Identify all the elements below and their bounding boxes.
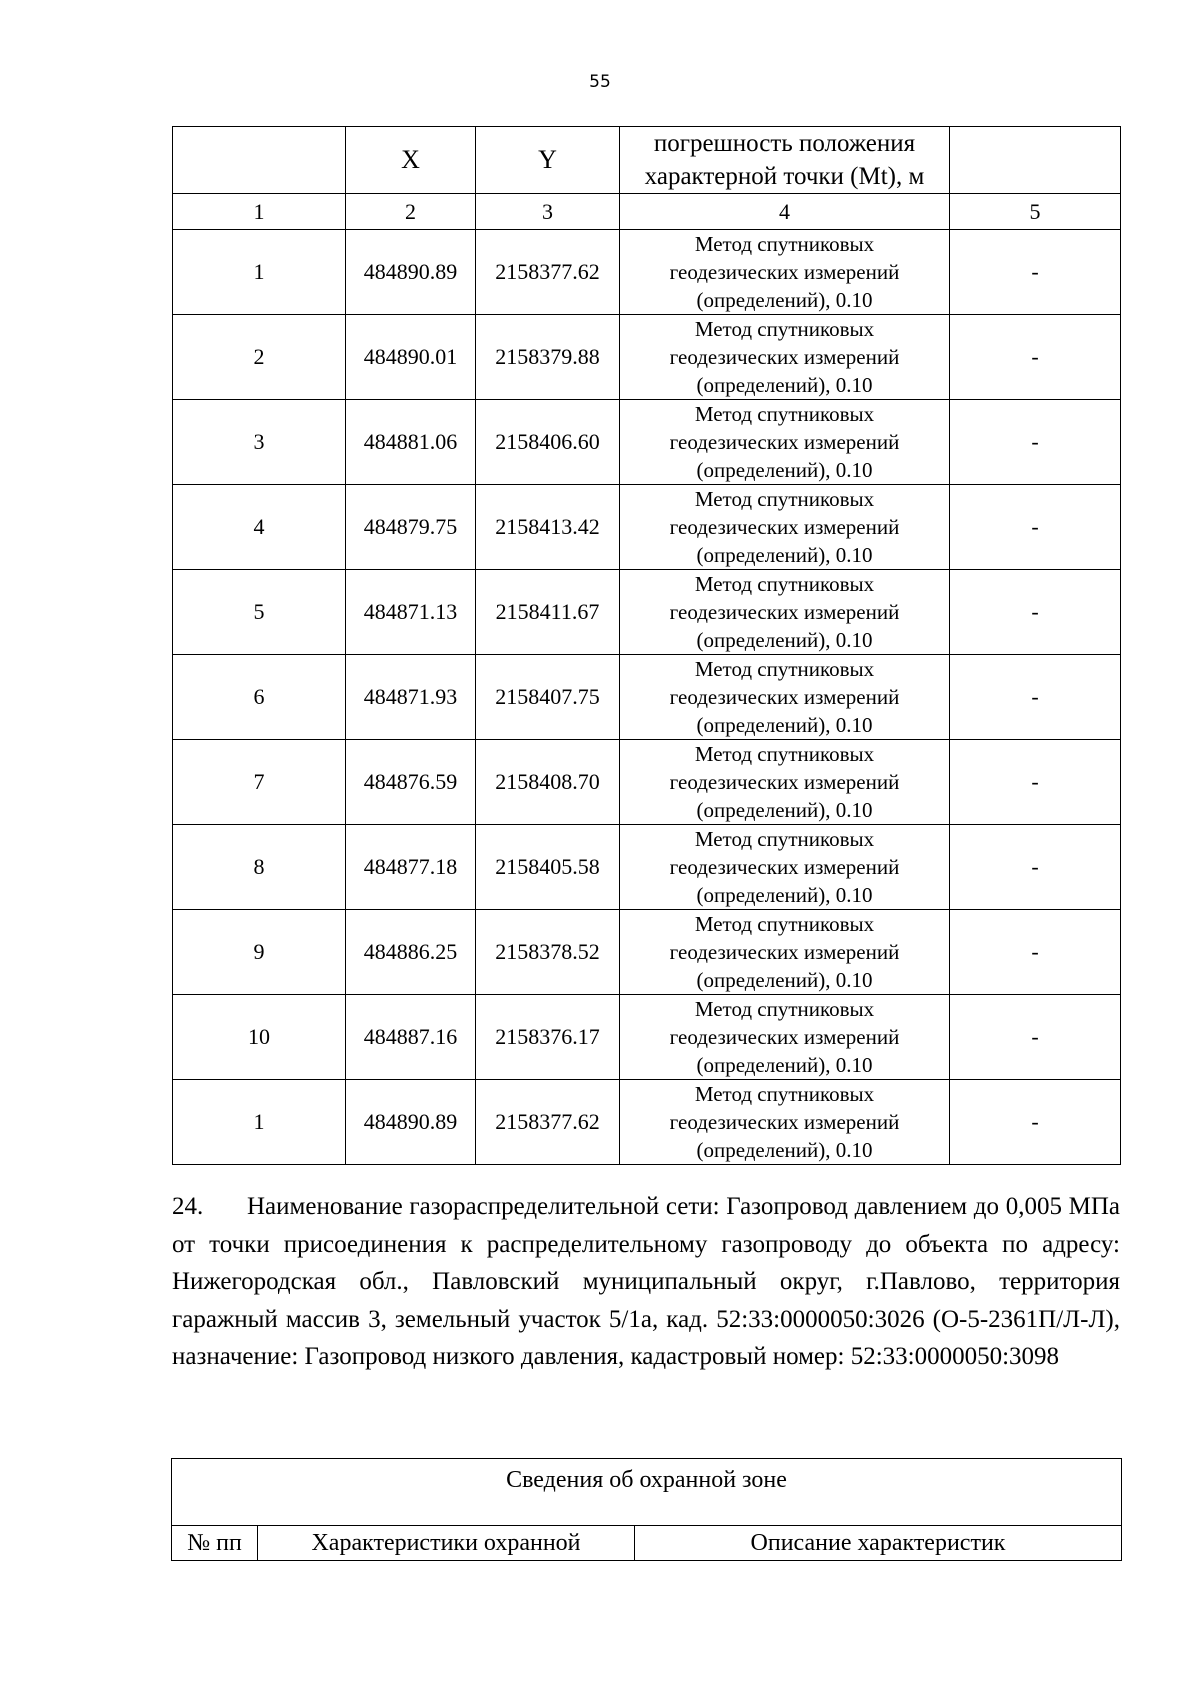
method-line-1: Метод спутниковых bbox=[694, 1082, 875, 1106]
method-line-3: (определений), 0.10 bbox=[696, 288, 873, 312]
col5-value: - bbox=[950, 230, 1121, 315]
method-line-3: (определений), 0.10 bbox=[696, 628, 873, 652]
method-line-2: геодезических измерений bbox=[669, 345, 900, 369]
zone-header-row bbox=[172, 1526, 1122, 1561]
method-line-3: (определений), 0.10 bbox=[696, 1053, 873, 1077]
table-row bbox=[173, 485, 1121, 570]
table-header-row bbox=[173, 127, 1121, 194]
point-number: 4 bbox=[173, 485, 346, 570]
col-number: 2 bbox=[346, 194, 476, 230]
table-row bbox=[173, 740, 1121, 825]
x-coordinate: 484887.16 bbox=[346, 995, 476, 1080]
x-coordinate: 484877.18 bbox=[346, 825, 476, 910]
header-position-error bbox=[620, 127, 950, 194]
method-line-2: геодезических измерений bbox=[669, 1025, 900, 1049]
x-coordinate: 484876.59 bbox=[346, 740, 476, 825]
zone-col-number: № пп bbox=[172, 1526, 258, 1561]
zone-title-row bbox=[172, 1459, 1122, 1526]
method-line-1: Метод спутниковых bbox=[694, 232, 875, 256]
x-coordinate: 484890.01 bbox=[346, 315, 476, 400]
method-line-3: (определений), 0.10 bbox=[696, 798, 873, 822]
method-line-2: геодезических измерений bbox=[669, 515, 900, 539]
method-line-1: Метод спутниковых bbox=[694, 487, 875, 511]
method-line-1: Метод спутниковых bbox=[694, 912, 875, 936]
method-line-1: Метод спутниковых bbox=[694, 657, 875, 681]
column-numbers-row bbox=[173, 194, 1121, 230]
point-number: 10 bbox=[173, 995, 346, 1080]
method-line-2: геодезических измерений bbox=[669, 770, 900, 794]
header-y: Y bbox=[476, 127, 620, 194]
point-number: 5 bbox=[173, 570, 346, 655]
method-line-1: Метод спутниковых bbox=[694, 317, 875, 341]
table-row bbox=[173, 995, 1121, 1080]
method-line-2: геодезических измерений bbox=[669, 430, 900, 454]
y-coordinate: 2158377.62 bbox=[476, 1080, 620, 1165]
method-line-3: (определений), 0.10 bbox=[696, 1138, 873, 1162]
col5-value: - bbox=[950, 995, 1121, 1080]
point-number: 3 bbox=[173, 400, 346, 485]
col-number: 1 bbox=[173, 194, 346, 230]
method-cell bbox=[620, 570, 950, 655]
col5-value: - bbox=[950, 485, 1121, 570]
zone-col-characteristics: Характеристики охранной bbox=[258, 1526, 635, 1561]
header-col5 bbox=[950, 127, 1121, 194]
method-cell bbox=[620, 655, 950, 740]
method-line-2: геодезических измерений bbox=[669, 600, 900, 624]
col-number: 5 bbox=[950, 194, 1121, 230]
y-coordinate: 2158379.88 bbox=[476, 315, 620, 400]
method-line-2: геодезических измерений bbox=[669, 1110, 900, 1134]
section-number: 24. bbox=[172, 1193, 204, 1220]
method-line-3: (определений), 0.10 bbox=[696, 543, 873, 567]
point-number: 7 bbox=[173, 740, 346, 825]
point-number: 2 bbox=[173, 315, 346, 400]
table-row bbox=[173, 825, 1121, 910]
method-cell bbox=[620, 995, 950, 1080]
method-line-3: (определений), 0.10 bbox=[696, 883, 873, 907]
method-line-1: Метод спутниковых bbox=[694, 572, 875, 596]
x-coordinate: 484886.25 bbox=[346, 910, 476, 995]
y-coordinate: 2158378.52 bbox=[476, 910, 620, 995]
point-number: 9 bbox=[173, 910, 346, 995]
col5-value: - bbox=[950, 1080, 1121, 1165]
table-row bbox=[173, 230, 1121, 315]
point-number: 1 bbox=[173, 1080, 346, 1165]
method-line-2: геодезических измерений bbox=[669, 260, 900, 284]
method-line-1: Метод спутниковых bbox=[694, 742, 875, 766]
col5-value: - bbox=[950, 825, 1121, 910]
coordinates-table bbox=[172, 126, 1121, 1165]
col-number: 4 bbox=[620, 194, 950, 230]
y-coordinate: 2158411.67 bbox=[476, 570, 620, 655]
col5-value: - bbox=[950, 655, 1121, 740]
method-line-1: Метод спутниковых bbox=[694, 827, 875, 851]
method-cell bbox=[620, 740, 950, 825]
method-cell bbox=[620, 315, 950, 400]
table-row bbox=[173, 1080, 1121, 1165]
table-row bbox=[173, 400, 1121, 485]
method-line-2: геодезических измерений bbox=[669, 855, 900, 879]
x-coordinate: 484890.89 bbox=[346, 230, 476, 315]
method-cell bbox=[620, 400, 950, 485]
zone-table-title: Сведения об охранной зоне bbox=[172, 1459, 1122, 1526]
method-cell bbox=[620, 910, 950, 995]
method-line-3: (определений), 0.10 bbox=[696, 373, 873, 397]
point-number: 1 bbox=[173, 230, 346, 315]
page-number: 55 bbox=[589, 72, 611, 92]
header-number-cell bbox=[173, 127, 346, 194]
method-line-1: Метод спутниковых bbox=[694, 402, 875, 426]
y-coordinate: 2158376.17 bbox=[476, 995, 620, 1080]
method-line-3: (определений), 0.10 bbox=[696, 968, 873, 992]
x-coordinate: 484890.89 bbox=[346, 1080, 476, 1165]
method-cell bbox=[620, 485, 950, 570]
y-coordinate: 2158408.70 bbox=[476, 740, 620, 825]
point-number: 8 bbox=[173, 825, 346, 910]
table-row bbox=[173, 570, 1121, 655]
method-line-2: геодезических измерений bbox=[669, 685, 900, 709]
method-cell bbox=[620, 1080, 950, 1165]
section-24-paragraph bbox=[172, 1188, 1120, 1376]
method-cell bbox=[620, 230, 950, 315]
x-coordinate: 484881.06 bbox=[346, 400, 476, 485]
col5-value: - bbox=[950, 315, 1121, 400]
point-number: 6 bbox=[173, 655, 346, 740]
method-line-3: (определений), 0.10 bbox=[696, 458, 873, 482]
method-cell bbox=[620, 825, 950, 910]
header-x: X bbox=[346, 127, 476, 194]
header-error-line-2: характерной точки (Mt), м bbox=[644, 163, 925, 190]
table-row bbox=[173, 315, 1121, 400]
y-coordinate: 2158413.42 bbox=[476, 485, 620, 570]
col5-value: - bbox=[950, 740, 1121, 825]
col5-value: - bbox=[950, 910, 1121, 995]
table-row bbox=[173, 655, 1121, 740]
col-number: 3 bbox=[476, 194, 620, 230]
x-coordinate: 484871.13 bbox=[346, 570, 476, 655]
y-coordinate: 2158405.58 bbox=[476, 825, 620, 910]
x-coordinate: 484871.93 bbox=[346, 655, 476, 740]
table-row bbox=[173, 910, 1121, 995]
y-coordinate: 2158407.75 bbox=[476, 655, 620, 740]
zone-col-description: Описание характеристик bbox=[635, 1526, 1122, 1561]
method-line-1: Метод спутниковых bbox=[694, 997, 875, 1021]
method-line-2: геодезических измерений bbox=[669, 940, 900, 964]
protection-zone-table bbox=[171, 1458, 1122, 1561]
y-coordinate: 2158377.62 bbox=[476, 230, 620, 315]
col5-value: - bbox=[950, 400, 1121, 485]
col5-value: - bbox=[950, 570, 1121, 655]
x-coordinate: 484879.75 bbox=[346, 485, 476, 570]
method-line-3: (определений), 0.10 bbox=[696, 713, 873, 737]
section-text: Наименование газораспределительной сети: Газопровод давлением до 0,005 МПа от точки присоединения к распределительному газопроводу до объекта по адресу: Нижегородская обл., Павловский муниципальный округ, г.Павлово, территория гаражный массив 3, земельный участок 5/1а, кад. 52:33:0000050:3026 (О-5-2361П/Л-Л), назначение: Газопровод низкого давления, кадастровый номер: 52:33:0000050:3098 bbox=[172, 1193, 1120, 1370]
y-coordinate: 2158406.60 bbox=[476, 400, 620, 485]
header-error-line-1: погрешность положения bbox=[653, 130, 916, 157]
